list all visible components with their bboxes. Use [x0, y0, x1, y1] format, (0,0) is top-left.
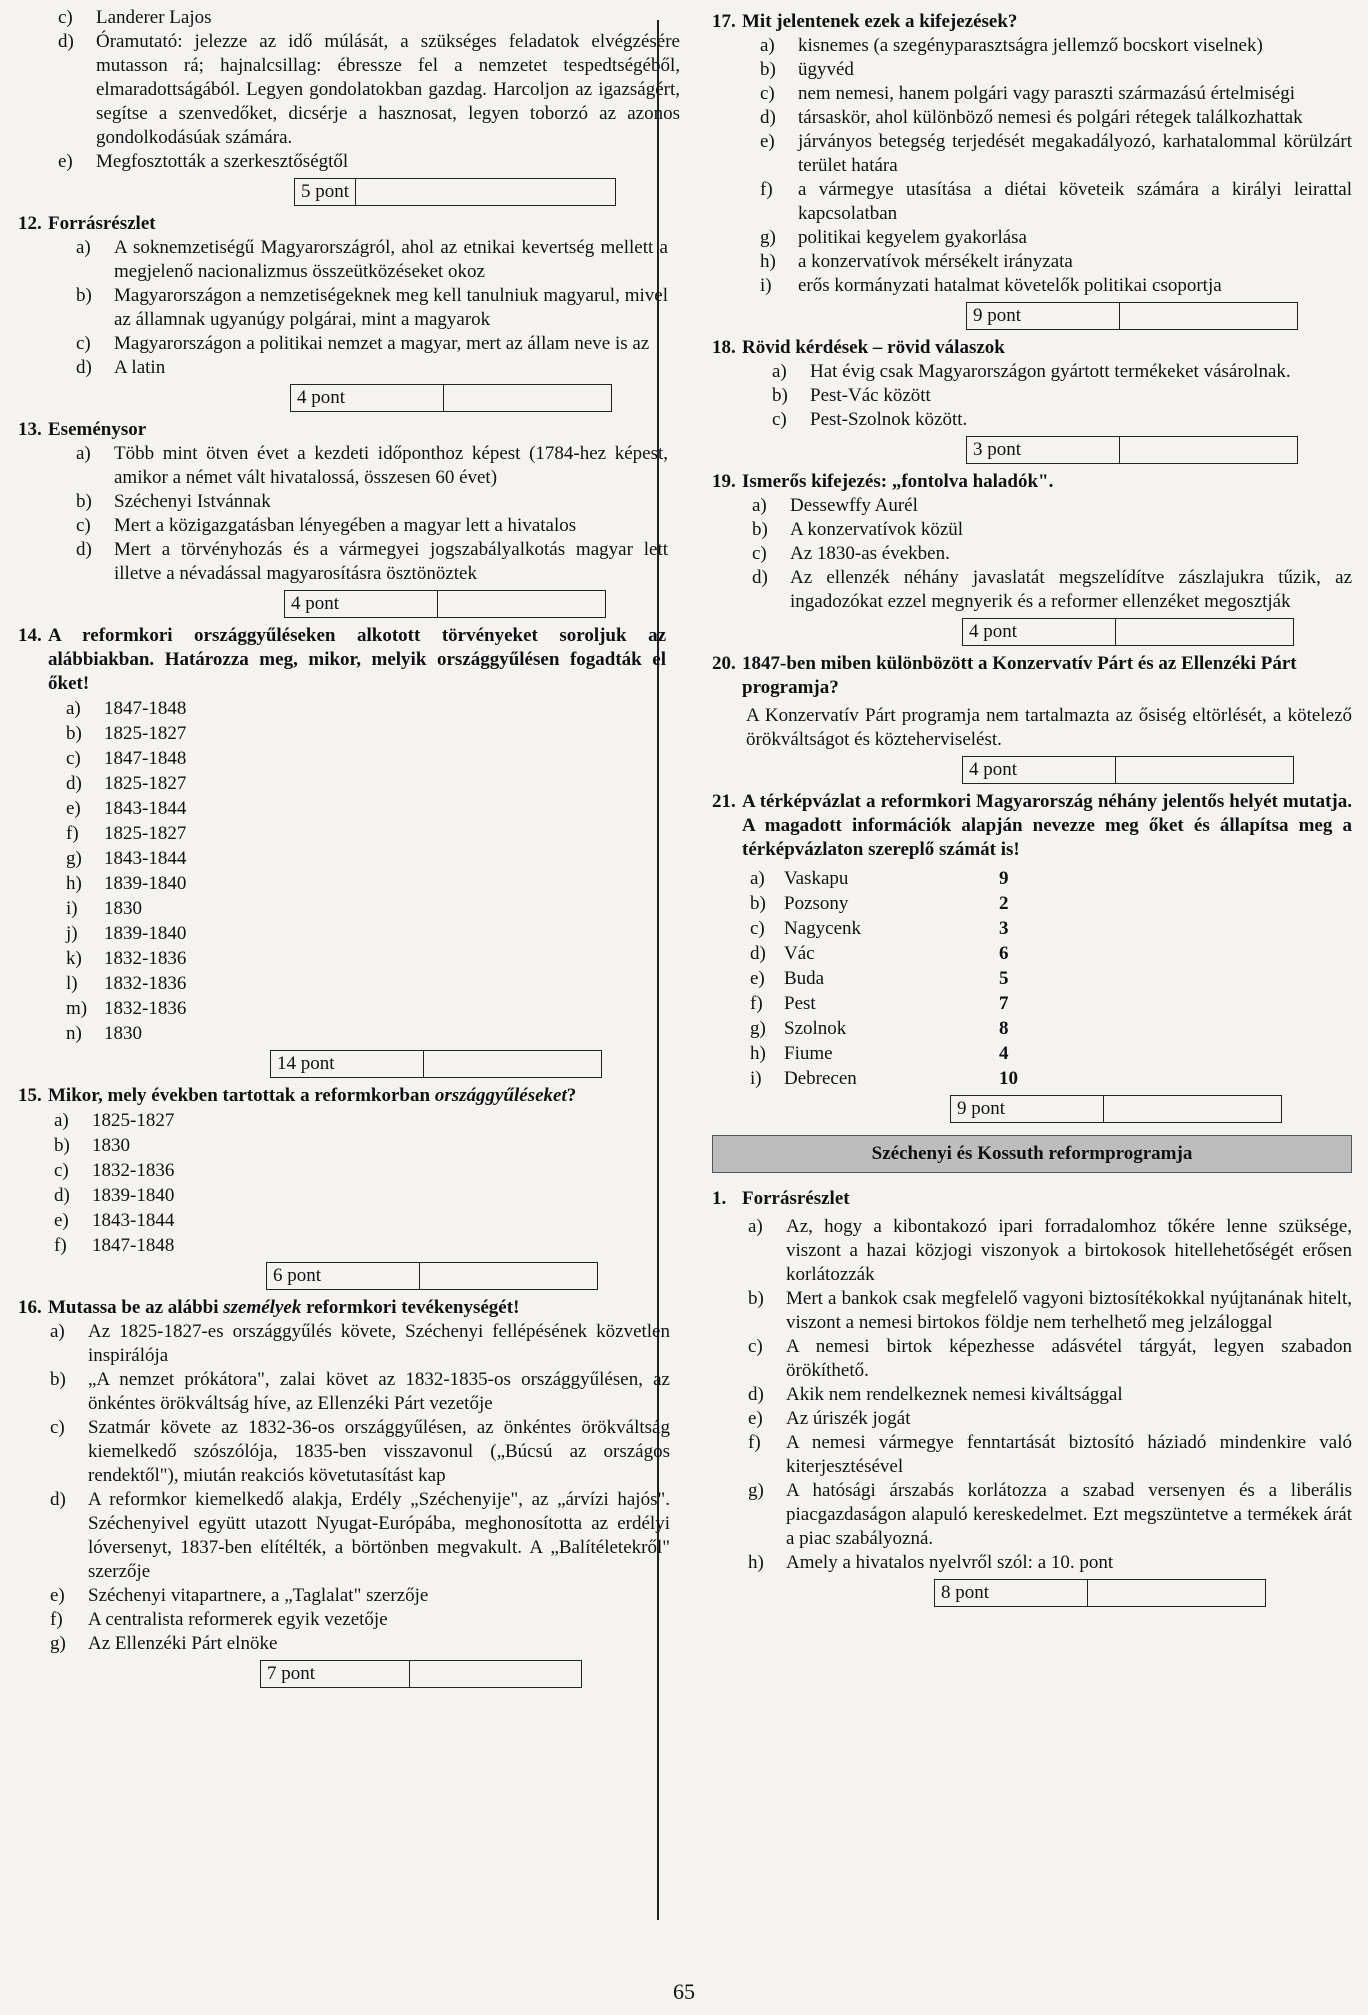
list-item: d) Az ellenzék néhány javaslatát megszelídítve zászlajukra tűzik, az ingadozókat ezzel megnyerik és a reformer ellenzéket megosztják — [752, 567, 1352, 612]
score-box: 7 pont — [260, 1660, 582, 1688]
question-title: Rövid kérdések – rövid válaszok — [742, 337, 1005, 358]
list-item: d) A reformkor kiemelkedő alakja, Erdély „Széchenyije", az „árvízi hajós". Széchenyivel együtt utazott Nyugat-Európába, meghonosította az erdélyi lóversenyt, 1837-ben elítélték, a börtönben megvakult. A „Balítéletekről" szerzője — [50, 1489, 670, 1582]
map-place-item: g) Szolnok 8 — [750, 1018, 1009, 1039]
list-item: c) Szatmár követe az 1832-36-os országgyűlésen, az önkéntes örökváltság kiemelkedő szószólója, 1835-ben visszavonul („Búcsú az országos rendektől"), miután reakciós követutasítást kap — [50, 1417, 670, 1486]
list-item: g) A hatósági árszabás korlátozza a szabad versenyen és a liberális piacgazdaságon alapuló kereskedelmet. Ezt megszüntetve a termékek árát a piac szabályozná. — [748, 1480, 1352, 1549]
map-place-item: e) Buda 5 — [750, 968, 1009, 989]
list-item: m) 1832-1836 — [66, 998, 187, 1019]
question-13: 13. Eseménysor a) Több mint ötven évet a kezdeti időponthoz képest (1784-hez képest, amikor a német vált hivatalossá, összesen 60 évet) b) Széchenyi Istvánnak c) Mert a közigazgatásban lényegében a magyar lett a hivatalos d) Mert a törvényhozás és a vármegyei jogszabályalkotás magyar lett illetve a névadással magyarosításra ösztönöztek 4 pont — [18, 418, 680, 618]
question-title: Forrásrészlet — [742, 1188, 850, 1209]
list-item: h) Amely a hivatalos nyelvről szól: a 10. pont — [748, 1552, 1114, 1573]
map-place-item: d) Vác 6 — [750, 943, 1009, 964]
map-place-item: h) Fiume 4 — [750, 1043, 1009, 1064]
list-item: b) Széchenyi Istvánnak — [76, 491, 271, 512]
list-item: d) Óramutató: jelezze az idő múlását, a szükséges feladatok elvégzésére mutasson rá; hajnalcsillag: ébressze fel a nemzetet tespedtségéből, elmaradottságából. Legyen gondolatokban gazdag. Harcoljon az igazságért, segítse a szenvedőket, dicsérje a hasznosat, legyen toborzó az azonos gondolkodásúak számára. — [58, 31, 680, 148]
list-item: b) 1825-1827 — [66, 723, 187, 744]
list-item: a) Hat évig csak Magyarországon gyártott termékeket vásárolnak. — [772, 361, 1291, 382]
list-item: g) politikai kegyelem gyakorlása — [760, 227, 1027, 248]
question-title: A térképvázlat a reformkori Magyarország néhány jelentős helyét mutatja. A magadott információk alapján nevezze meg őket és állapítsa meg a térképvázlaton szereplő számát is! — [742, 791, 1352, 860]
question-title: Mikor, mely években tartottak a reformkorban országgyűléseket? — [48, 1085, 577, 1106]
list-item: f) 1825-1827 — [66, 823, 187, 844]
score-box: 4 pont — [290, 384, 612, 412]
map-place-item: c) Nagycenk 3 — [750, 918, 1009, 939]
map-place-item: i) Debrecen 10 — [750, 1068, 1018, 1089]
score-box: 8 pont — [934, 1579, 1266, 1607]
answer-text: A Konzervatív Párt programja nem tartalmazta az ősiség eltörlését, a kötelező örökváltságot és közteherviselést. — [746, 705, 1352, 750]
question-12: 12. Forrásrészlet a) A soknemzetiségű Magyarországról, ahol az etnikai kevertség mellett a megjelenő nacionalizmus összeütközéseket okoz b) Magyarországon a nemzetiségeknek meg kell tanulniuk magyarul, mivel az államnak ugyanúgy polgárai, mint a magyarok c) Magyarországon a politikai nemzet a magyar, mert az állam neve is az d) A latin 4 pont — [18, 212, 680, 412]
left-column — [18, 6, 680, 1694]
list-item: g) 1843-1844 — [66, 848, 187, 869]
list-item: d) Mert a törvényhozás és a vármegyei jogszabályalkotás magyar lett illetve a névadással magyarosításra ösztönöztek — [76, 539, 668, 584]
score-box: 4 pont — [962, 756, 1294, 784]
list-item: a) A soknemzetiségű Magyarországról, ahol az etnikai kevertség mellett a megjelenő nacionalizmus összeütközéseket okoz — [76, 237, 668, 282]
list-item: d) társaskör, ahol különböző nemesi és polgári rétegek találkozhattak — [760, 107, 1303, 128]
right-column — [712, 6, 1352, 1613]
list-item: c) Az 1830-as években. — [752, 543, 950, 564]
list-item: b) A konzervatívok közül — [752, 519, 964, 540]
question-16: 16. Mutassa be az alábbi személyek reformkori tevékenységét! a) Az 1825-1827-es országgyűlés követe, Széchenyi fellépésének közvetlen inspirálója b) „A nemzet prókátora", zalai követ az 1832-1835-os országgyűlésen, az önkéntes örökváltság híve, az Ellenzéki Párt vezetője c) Szatmár követe az 1832-36-os országgyűlésen, az önkéntes örökváltság kiemelkedő szószólója, 1835-ben visszavonul („Búcsú az országos rendektől"), miután reakciós követutasítást kap d) A reformkor kiemelkedő alakja, Erdély „Széchenyije", az „árvízi hajós". Széchenyivel együtt utazott Nyugat-Európába, meghonosította az erdélyi lóversenyt, 1837-ben elítélték, a börtönben megvakult. A „Balítéletekről" szerzője e) Széchenyi vitapartnere, a „Taglalat" szerzője f) A centralista reformerek egyik vezetője g) Az Ellenzéki Párt elnöke 7 pont — [18, 1296, 680, 1688]
list-item: c) Landerer Lajos — [58, 7, 212, 28]
question-title: 1847-ben miben különbözött a Konzervatív Párt és az Ellenzéki Párt programja? — [742, 653, 1297, 698]
question-title: Ismerős kifejezés: „fontolva haladók". — [742, 471, 1054, 492]
list-item: h) a konzervatívok mérsékelt irányzata — [760, 251, 1073, 272]
list-item: f) A nemesi vármegye fenntartását biztosító háziadó mindenkire való kiterjesztésével — [748, 1432, 1352, 1477]
list-item: b) 1830 — [54, 1135, 130, 1156]
question-title: Mutassa be az alábbi személyek reformkori tevékenységét! — [48, 1297, 520, 1318]
question-21: 21. A térképvázlat a reformkori Magyarország néhány jelentős helyét mutatja. A magadott információk alapján nevezze meg őket és állapítsa meg a térképvázlaton szereplő számát is! a) Vaskapu 9 b) Pozsony 2 c) Nagycenk 3 d) Vác 6 e) Buda 5 f) Pest 7 g) Szolnok 8 h) Fiume 4 i) Debrecen 10 9 pont — [712, 790, 1352, 1123]
map-place-item: b) Pozsony 2 — [750, 893, 1009, 914]
list-item: e) 1843-1844 — [66, 798, 187, 819]
score-box: 14 pont — [270, 1050, 602, 1078]
list-item: a) kisnemes (a szegényparasztságra jellemző bocskort viselnek) — [760, 35, 1263, 56]
list-item: h) 1839-1840 — [66, 873, 187, 894]
list-item: c) A nemesi birtok képezhesse adásvétel tárgyát, legyen szabadon örökíthető. — [748, 1336, 1352, 1381]
section-question-1: 1. Forrásrészlet a) Az, hogy a kibontakozó ipari forradalomhoz tőkére lenne szüksége, viszont a hazai közjogi viszonyok a birtokosok hitellehetőségét erősen korlátozzák b) Mert a bankok csak megfelelő vagyoni biztosítékokkal nyújtanának hitelt, viszont a nemesi birtokos földje nem terhelhető meg jelzáloggal c) A nemesi birtok képezhesse adásvétel tárgyát, legyen szabadon örökíthető. d) Akik nem rendelkeznek nemesi kiváltsággal e) Az úriszék jogát f) A nemesi vármegye fenntartását biztosító háziadó mindenkire való kiterjesztésével g) A hatósági árszabás korlátozza a szabad versenyen és a liberális piacgazdaságon alapuló kereskedelmet. Ezt megszüntetve a termékek árát a piac szabályozná. h) Amely a hivatalos nyelvről szól: a 10. pont 8 pont — [712, 1187, 1352, 1607]
score-box: 9 pont — [950, 1095, 1282, 1123]
question-title: A reformkori országgyűléseken alkotott törvényeket soroljuk az alábbiakban. Határozza meg, mikor, melyik országgyűlésen fogadták el őket! — [48, 625, 666, 694]
list-item: e) Megfosztották a szerkesztőségtől — [58, 151, 349, 172]
map-place-item: f) Pest 7 — [750, 993, 1009, 1014]
q11-tail — [18, 6, 680, 206]
list-item: e) Széchenyi vitapartnere, a „Taglalat" szerzője — [50, 1585, 429, 1606]
list-item: d) 1839-1840 — [54, 1185, 175, 1206]
list-item: e) járványos betegség terjedését megakadályozó, karhatalommal körülzárt terület határa — [760, 131, 1352, 176]
list-item: d) A latin — [76, 357, 166, 378]
question-19: 19. Ismerős kifejezés: „fontolva haladók". a) Dessewffy Aurél b) A konzervatívok közül c) Az 1830-as években. d) Az ellenzék néhány javaslatát megszelídítve zászlajukra tűzik, az ingadozókat ezzel megnyerik és a reformer ellenzéket megosztják 4 pont — [712, 470, 1352, 646]
list-item: c) 1847-1848 — [66, 748, 187, 769]
list-item: b) ügyvéd — [760, 59, 854, 80]
page-number: 65 — [673, 1979, 695, 2004]
list-item: d) 1825-1827 — [66, 773, 187, 794]
list-item: c) nem nemesi, hanem polgári vagy paraszti származású értelmiségi — [760, 83, 1295, 104]
list-item: a) 1825-1827 — [54, 1110, 175, 1131]
score-box: 4 pont — [962, 618, 1294, 646]
question-17: 17. Mit jelentenek ezek a kifejezések? a) kisnemes (a szegényparasztságra jellemző bocskort viselnek) b) ügyvéd c) nem nemesi, hanem polgári vagy paraszti származású értelmiségi d) társaskör, ahol különböző nemesi és polgári rétegek találkozhattak e) járványos betegség terjedését megakadályozó, karhatalommal körülzárt terület határa f) a vármegye utasítása a diétai követeik számára a királyi leirattal kapcsolatban g) politikai kegyelem gyakorlása h) a konzervatívok mérsékelt irányzata i) erős kormányzati hatalmat követelők politikai csoportja 9 pont — [712, 10, 1352, 330]
list-item: b) Mert a bankok csak megfelelő vagyoni biztosítékokkal nyújtanának hitelt, viszont a nemesi birtokos földje nem terhelhető meg jelzáloggal — [748, 1288, 1352, 1333]
list-item: c) Mert a közigazgatásban lényegében a magyar lett a hivatalos — [76, 515, 577, 536]
list-item: n) 1830 — [66, 1023, 142, 1044]
list-item: b) Magyarországon a nemzetiségeknek meg kell tanulniuk magyarul, mivel az államnak ugyanúgy polgárai, mint a magyarok — [76, 285, 668, 330]
list-item: g) Az Ellenzéki Párt elnöke — [50, 1633, 278, 1654]
score-box: 3 pont — [966, 436, 1298, 464]
question-18: 18. Rövid kérdések – rövid válaszok a) Hat évig csak Magyarországon gyártott termékeket vásárolnak. b) Pest-Vác között c) Pest-Szolnok között. 3 pont — [712, 336, 1352, 464]
list-item: c) Magyarországon a politikai nemzet a magyar, mert az állam neve is az — [76, 333, 650, 354]
map-place-item: a) Vaskapu 9 — [750, 868, 1009, 889]
list-item: k) 1832-1836 — [66, 948, 187, 969]
list-item: a) Az 1825-1827-es országgyűlés követe, Széchenyi fellépésének közvetlen inspirálója — [50, 1321, 670, 1366]
list-item: b) Pest-Vác között — [772, 385, 931, 406]
list-item: d) Akik nem rendelkeznek nemesi kiváltsággal — [748, 1384, 1123, 1405]
list-item: l) 1832-1836 — [66, 973, 187, 994]
question-title: Forrásrészlet — [48, 213, 156, 234]
question-20: 20. 1847-ben miben különbözött a Konzervatív Párt és az Ellenzéki Párt programja? A Konzervatív Párt programja nem tartalmazta az ősiség eltörlését, a kötelező örökváltságot és közteherviselést. 4 pont — [712, 652, 1352, 784]
list-item: f) A centralista reformerek egyik vezetője — [50, 1609, 388, 1630]
list-item: c) 1832-1836 — [54, 1160, 175, 1181]
list-item: f) a vármegye utasítása a diétai követeik számára a királyi leirattal kapcsolatban — [760, 179, 1352, 224]
question-title: Eseménysor — [48, 419, 147, 440]
question-15: 15. Mikor, mely években tartottak a reformkorban országgyűléseket? a) 1825-1827 b) 1830 c) 1832-1836 d) 1839-1840 e) 1843-1844 f) 1847-1848 6 pont — [18, 1084, 680, 1290]
list-item: a) Az, hogy a kibontakozó ipari forradalomhoz tőkére lenne szüksége, viszont a hazai közjogi viszonyok a birtokosok hitellehetőségét erősen korlátozzák — [748, 1216, 1352, 1285]
list-item: e) 1843-1844 — [54, 1210, 175, 1231]
list-item: i) 1830 — [66, 898, 142, 919]
question-14: 14. A reformkori országgyűléseken alkotott törvényeket soroljuk az alábbiakban. Határozza meg, mikor, melyik országgyűlésen fogadták el őket! a) 1847-1848 b) 1825-1827 c) 1847-1848 d) 1825-1827 e) 1843-1844 f) 1825-1827 g) 1843-1844 h) 1839-1840 i) 1830 j) 1839-1840 k) 1832-1836 l) 1832-1836 m) 1832-1836 n) 1830 14 pont — [18, 624, 680, 1078]
score-box: 9 pont — [966, 302, 1298, 330]
list-item: a) Több mint ötven évet a kezdeti időponthoz képest (1784-hez képest, amikor a német vált hivatalossá, összesen 60 évet) — [76, 443, 668, 488]
score-box: 4 pont — [284, 590, 606, 618]
list-item: a) 1847-1848 — [66, 698, 187, 719]
list-item: b) „A nemzet prókátora", zalai követ az 1832-1835-os országgyűlésen, az önkéntes örökváltság híve, az Ellenzéki Párt vezetője — [50, 1369, 670, 1414]
list-item: j) 1839-1840 — [66, 923, 187, 944]
list-item: a) Dessewffy Aurél — [752, 495, 918, 516]
question-title: Mit jelentenek ezek a kifejezések? — [742, 11, 1018, 32]
section-title: Széchenyi és Kossuth reformprogramja — [712, 1135, 1352, 1173]
list-item: i) erős kormányzati hatalmat követelők politikai csoportja — [760, 275, 1222, 296]
score-box: 5 pont — [294, 178, 616, 206]
list-item: c) Pest-Szolnok között. — [772, 409, 968, 430]
score-box: 6 pont — [266, 1262, 598, 1290]
list-item: e) Az úriszék jogát — [748, 1408, 911, 1429]
list-item: f) 1847-1848 — [54, 1235, 175, 1256]
